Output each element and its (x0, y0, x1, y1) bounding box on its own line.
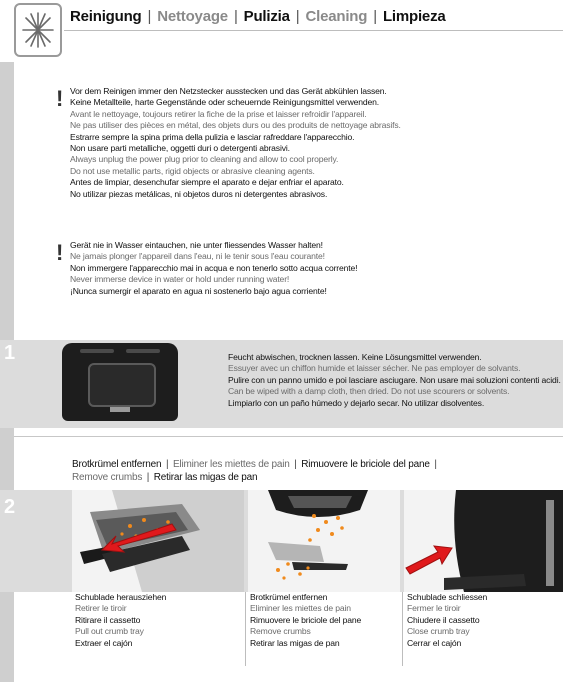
caption-divider (245, 592, 246, 666)
title-separator: | (431, 459, 437, 470)
step-2-title-line (72, 458, 439, 471)
text-line: Ne pas utiliser des pièces en métal, des objets durs ou des produits de nettoyage abrasifs. (70, 120, 401, 131)
text-line: Keine Metallteile, harte Gegenstände oder scheuernde Reinigungsmittel verwenden. (70, 97, 380, 108)
text-line: Antes de limpiar, desenchufar siempre el aparato e dejar enfriar el aparato. (70, 177, 344, 188)
text-line: ¡Nunca sumergir el aparato en agua ni sostenerlo bajo agua corriente! (70, 285, 327, 296)
text-line: Chiudere il cassetto (407, 614, 480, 625)
step-2-title-part: Remove crumbs (72, 472, 143, 483)
header-rule (64, 30, 563, 31)
text-line: Feucht abwischen, trocknen lassen. Keine Lösungsmittel verwenden. (228, 352, 482, 362)
text-line: Fermer le tiroir (407, 603, 461, 614)
text-line: Cerrar el cajón (407, 637, 462, 648)
title-separator: | (291, 459, 300, 470)
text-line: Always unplug the power plug prior to cleaning and allow to cool properly. (70, 154, 339, 165)
title-separator: | (295, 8, 300, 25)
text-line: Ne jamais plonger l'appareil dans l'eau, ni le tenir sous l'eau courante! (70, 251, 325, 262)
section-divider (14, 436, 563, 437)
title-separator: | (147, 8, 152, 25)
text-line: Do not use metallic parts, rigid objects or abrasive cleaning agents. (70, 165, 315, 176)
title-separator: | (163, 459, 171, 470)
page-title (70, 8, 446, 25)
title-language: Reinigung (70, 8, 142, 25)
photo-close-tray (404, 490, 563, 592)
text-line: Eliminer les miettes de pain (250, 603, 351, 614)
step-1-number: 1 (4, 342, 16, 364)
caption-close-tray (407, 592, 487, 649)
text-line: Ritirare il cassetto (75, 614, 141, 625)
warning-block-water (56, 240, 357, 297)
caption-divider (402, 592, 403, 666)
text-line: Estrarre sempre la spina prima della pulizia e lasciar rafreddare l'apparecchio. (70, 131, 355, 142)
step-2-title (72, 458, 439, 484)
text-line: Brotkrümel entfernen (250, 592, 328, 602)
text-line: Vor dem Reinigen immer den Netzstecker ausstecken und das Gerät abkühlen lassen. (70, 86, 387, 96)
step-2-title-part: Brotkrümel entfernen (72, 459, 162, 470)
step-2-title-part: Retirar las migas de pan (153, 472, 258, 483)
photo-remove-crumbs (248, 490, 400, 592)
text-line: Rimuovere le briciole del pane (250, 614, 362, 625)
title-language: Nettoyage (157, 8, 228, 25)
text-line: Retirer le tiroir (75, 603, 127, 614)
photo-pull-out-tray (72, 490, 244, 592)
title-separator: | (144, 472, 152, 483)
title-separator: | (233, 8, 238, 25)
text-line: Schublade schliessen (407, 592, 488, 602)
caption-pull-out-tray (75, 592, 166, 649)
text-line: Remove crumbs (250, 626, 311, 637)
text-line: Gerät nie in Wasser eintauchen, nie unter fliessendes Wasser halten! (70, 240, 323, 250)
title-language: Limpieza (382, 8, 446, 25)
step-1-instructions (228, 352, 561, 409)
text-line: Never immerse device in water or hold under running water! (70, 274, 290, 285)
title-separator: | (373, 8, 377, 25)
text-line: Retirar las migas de pan (250, 637, 340, 648)
text-line: Pulire con un panno umido e poi lasciare asciugare. Non usare mai soluzioni contenti acidi. (228, 374, 561, 385)
text-line: No utilizar piezas metálicas, ni objetos duros ni detergentes abrasivos. (70, 188, 328, 199)
warning-exclamation-icon: ! (56, 240, 64, 265)
text-line: Non immergere l'apparecchio mai in acqua e non tenerlo sotto acqua corrente! (70, 262, 358, 273)
step-2-title-line (72, 471, 439, 484)
cleaning-sparkle-icon (14, 3, 62, 57)
text-line: Extraer el cajón (75, 637, 133, 648)
warning-exclamation-icon: ! (56, 86, 64, 111)
text-line: Essuyer avec un chiffon humide et laisser sécher. Ne pas employer de solvants. (228, 363, 521, 374)
text-line: Limpiarlo con un paño húmedo y dejarlo secar. No utilizar disolventes. (228, 397, 485, 408)
step-2-number: 2 (4, 496, 16, 518)
warning-block-general (56, 86, 401, 200)
title-language: Cleaning (305, 8, 368, 25)
step-2-title-part: Eliminer les miettes de pain (172, 459, 290, 470)
text-line: Can be wiped with a damp cloth, then dried. Do not use scourers or solvents. (228, 386, 510, 397)
text-line: Schublade herausziehen (75, 592, 167, 602)
arrow-in-icon (406, 546, 452, 574)
caption-remove-crumbs (250, 592, 361, 649)
text-line: Pull out crumb tray (75, 626, 144, 637)
step-2-title-part: Rimuovere le briciole del pane (301, 459, 430, 470)
text-line: Non usare parti metalliche, oggetti duri o detergenti abrasivi. (70, 143, 290, 154)
title-language: Pulizia (243, 8, 290, 25)
text-line: Avant le nettoyage, toujours retirer la fiche de la prise et laisser refroidir l'appareil. (70, 108, 367, 119)
toaster-illustration (62, 343, 178, 421)
text-line: Close crumb tray (407, 626, 470, 637)
